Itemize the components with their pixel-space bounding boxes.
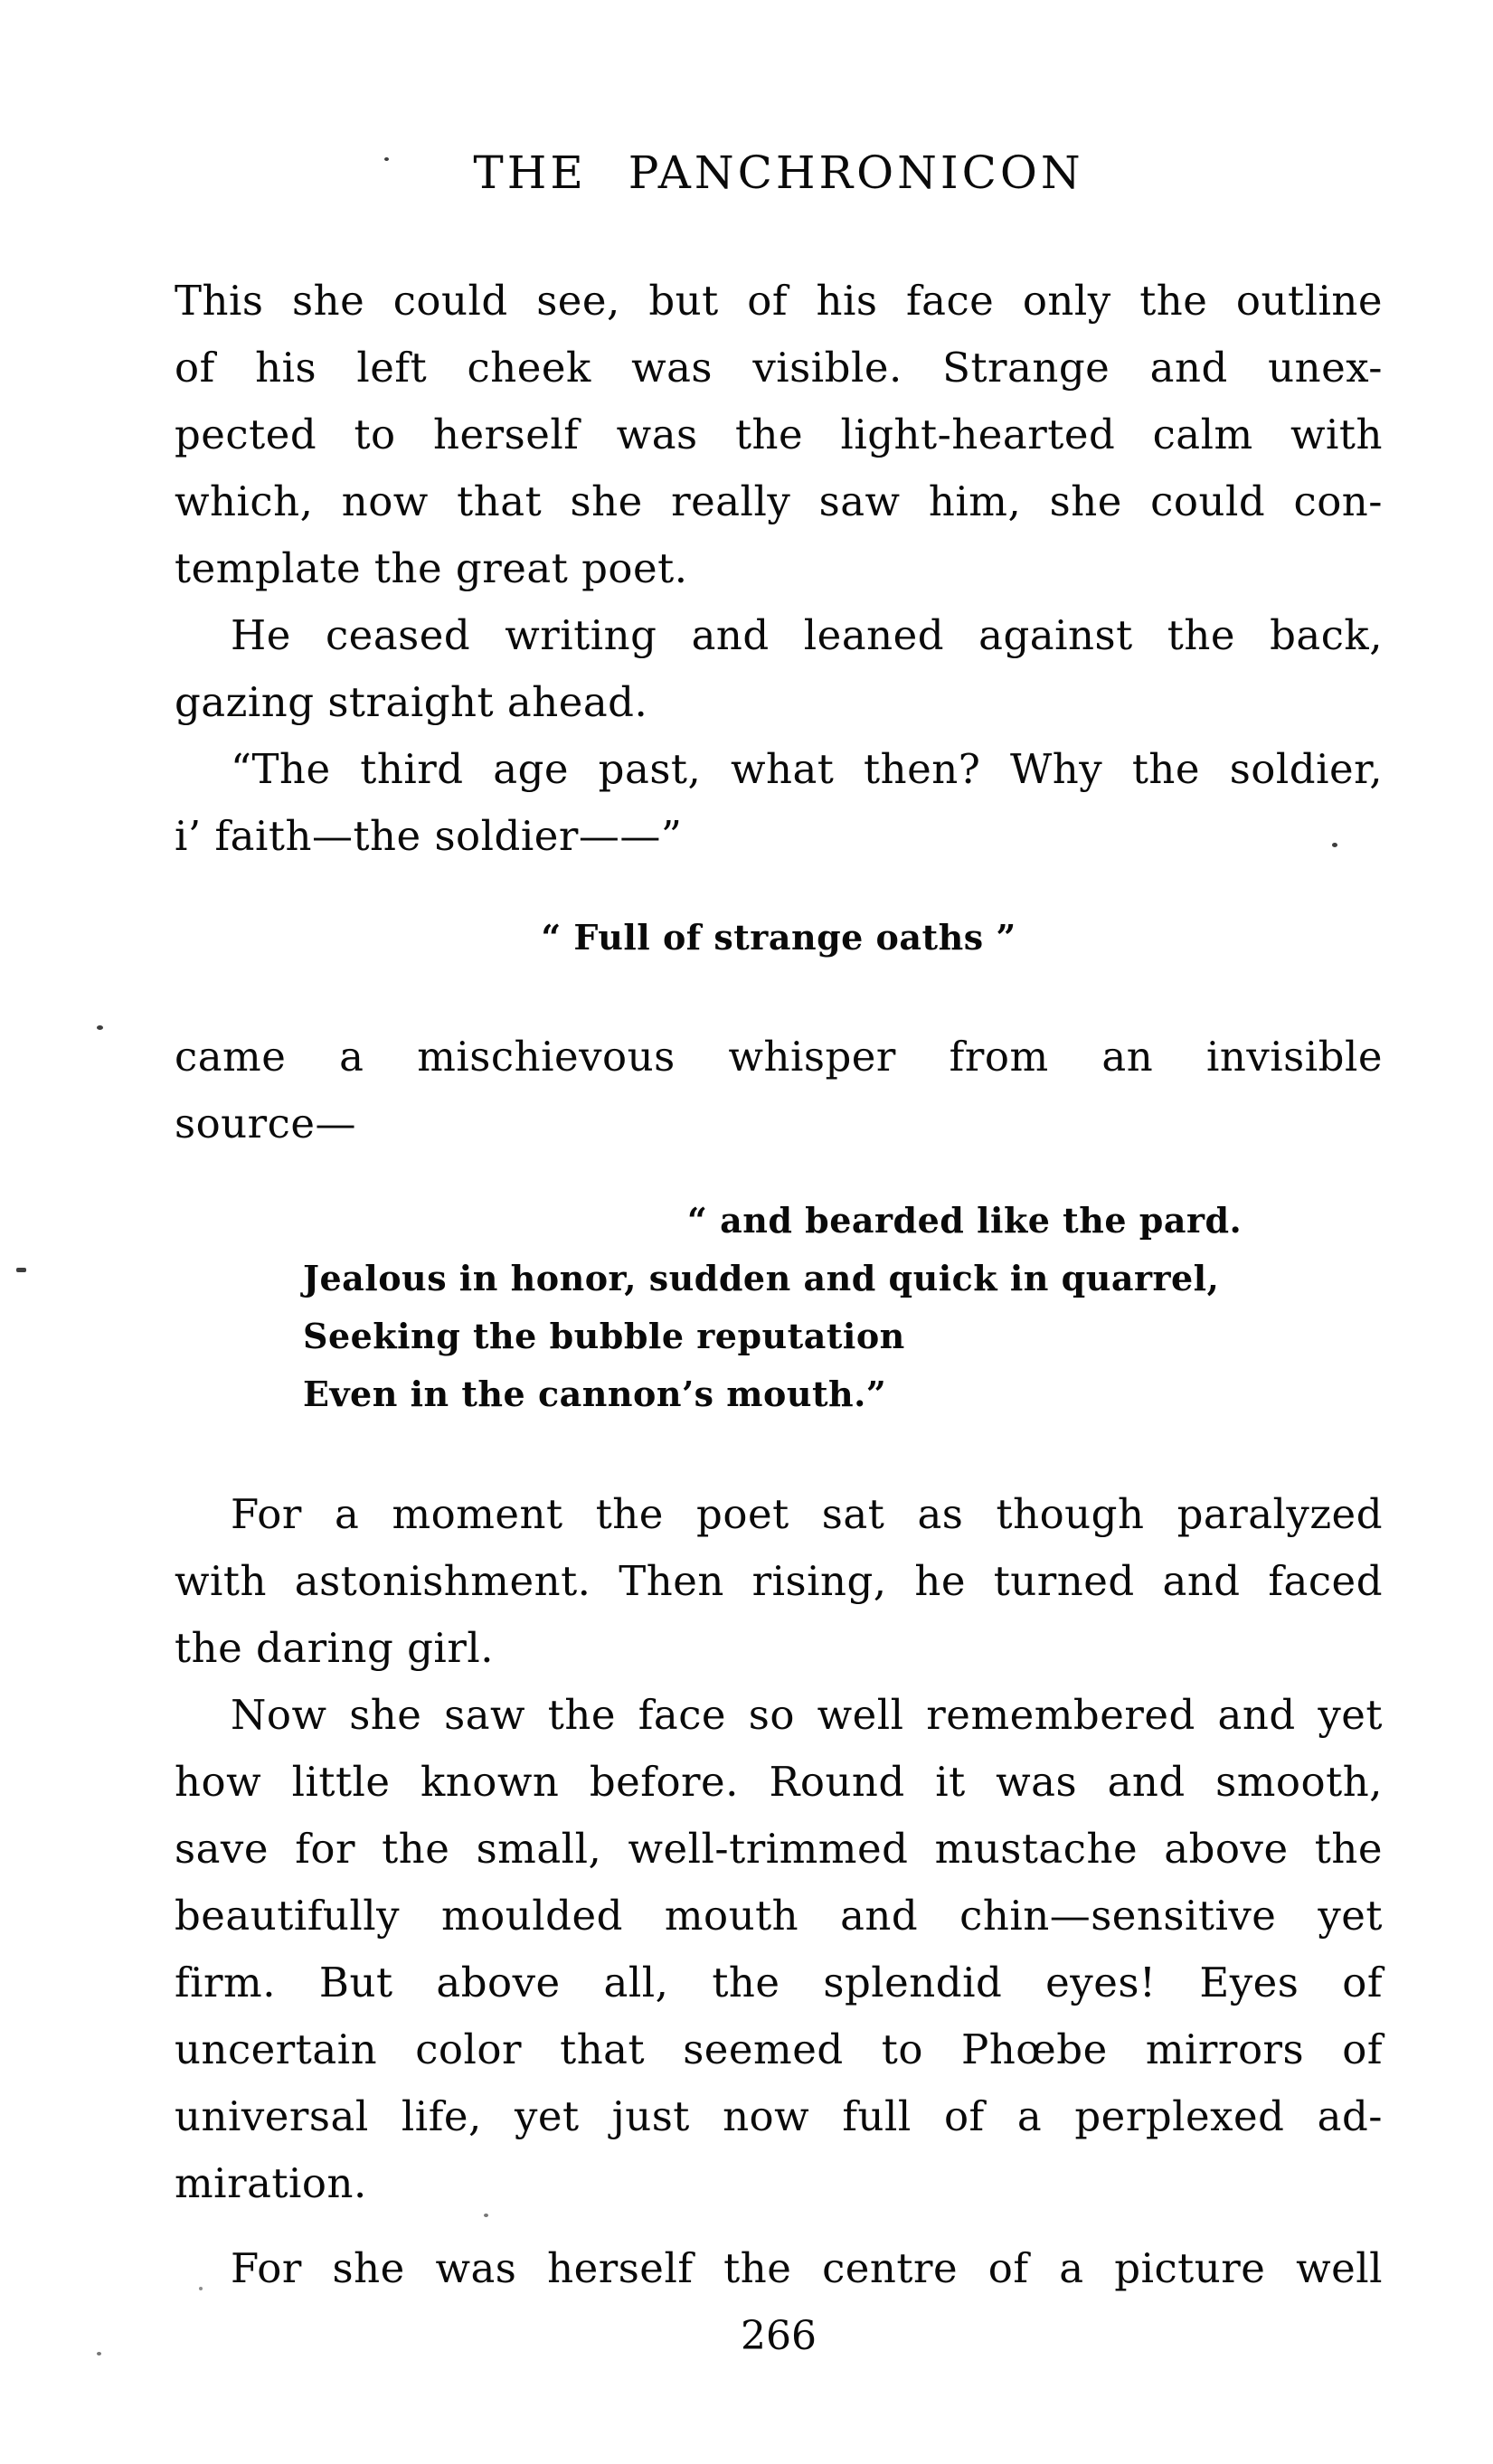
scan-speck xyxy=(97,2352,101,2355)
text-line: This she could see, but of his face only the outline xyxy=(175,277,1383,325)
paragraph xyxy=(175,736,1383,870)
text-line: universal life, yet just now full of a perplexed ad- xyxy=(175,2092,1383,2140)
text-line: source— xyxy=(175,1100,357,1147)
text-line: how little known before. Round it was and smooth, xyxy=(175,1758,1383,1806)
text-line: which, now that she really saw him, she could con- xyxy=(175,477,1383,525)
text-line: For a moment the poet sat as though paralyzed xyxy=(231,1490,1383,1538)
page-title: THE PANCHRONICON xyxy=(473,146,1084,199)
scan-speck xyxy=(97,1025,103,1030)
text-line: “The third age past, what then? Why the soldier, xyxy=(231,745,1383,793)
text-line: miration. xyxy=(175,2159,367,2207)
text-line: came a mischievous whisper from an invisible xyxy=(175,1033,1383,1081)
paragraph xyxy=(175,268,1383,602)
text-line: i’ faith—the soldier——” xyxy=(175,812,683,860)
text-line: uncertain color that seemed to Phœbe mirrors of xyxy=(175,2025,1383,2073)
text-line: Jealous in honor, sudden and quick in quarrel, xyxy=(303,1258,1220,1298)
verse xyxy=(175,1192,1383,1423)
text-line: template the great poet. xyxy=(175,544,688,592)
text-line: with astonishment. Then rising, he turned and faced xyxy=(175,1557,1383,1605)
text-line: beautifully moulded mouth and chin—sensitive yet xyxy=(175,1892,1383,1940)
text-line: Even in the cannon’s mouth.” xyxy=(303,1374,887,1414)
text-line: save for the small, well-trimmed mustache above the xyxy=(175,1825,1383,1873)
text-line: firm. But above all, the splendid eyes! Eyes of xyxy=(175,1959,1383,2006)
centered-quote xyxy=(175,911,1383,964)
text-line: the daring girl. xyxy=(175,1624,495,1672)
scan-speck xyxy=(484,2214,488,2217)
text-line: “ and bearded like the pard. xyxy=(687,1200,1243,1241)
scan-speck xyxy=(384,157,389,161)
text-line: of his left cheek was visible. Strange and unex- xyxy=(175,344,1383,392)
page-text xyxy=(175,268,1383,2302)
text-line: For she was herself the centre of a picture well xyxy=(231,2244,1383,2292)
scan-speck xyxy=(1332,843,1337,847)
scan-speck xyxy=(199,2287,203,2290)
paragraph xyxy=(175,602,1383,736)
paragraph xyxy=(175,1682,1383,2217)
text-line: Now she saw the face so well remembered and yet xyxy=(231,1691,1383,1739)
text-line: He ceased writing and leaned against the back, xyxy=(231,611,1383,659)
scan-speck xyxy=(16,1268,26,1272)
text-line: Seeking the bubble reputation xyxy=(303,1316,905,1356)
text-line: “ Full of strange oaths ” xyxy=(541,917,1016,958)
paragraph xyxy=(175,1481,1383,1682)
text-line: gazing straight ahead. xyxy=(175,678,648,726)
page-number: 266 xyxy=(741,2313,817,2359)
paragraph xyxy=(175,1024,1383,1157)
paragraph xyxy=(175,2235,1383,2302)
text-line: pected to herself was the light-hearted calm with xyxy=(175,411,1383,458)
